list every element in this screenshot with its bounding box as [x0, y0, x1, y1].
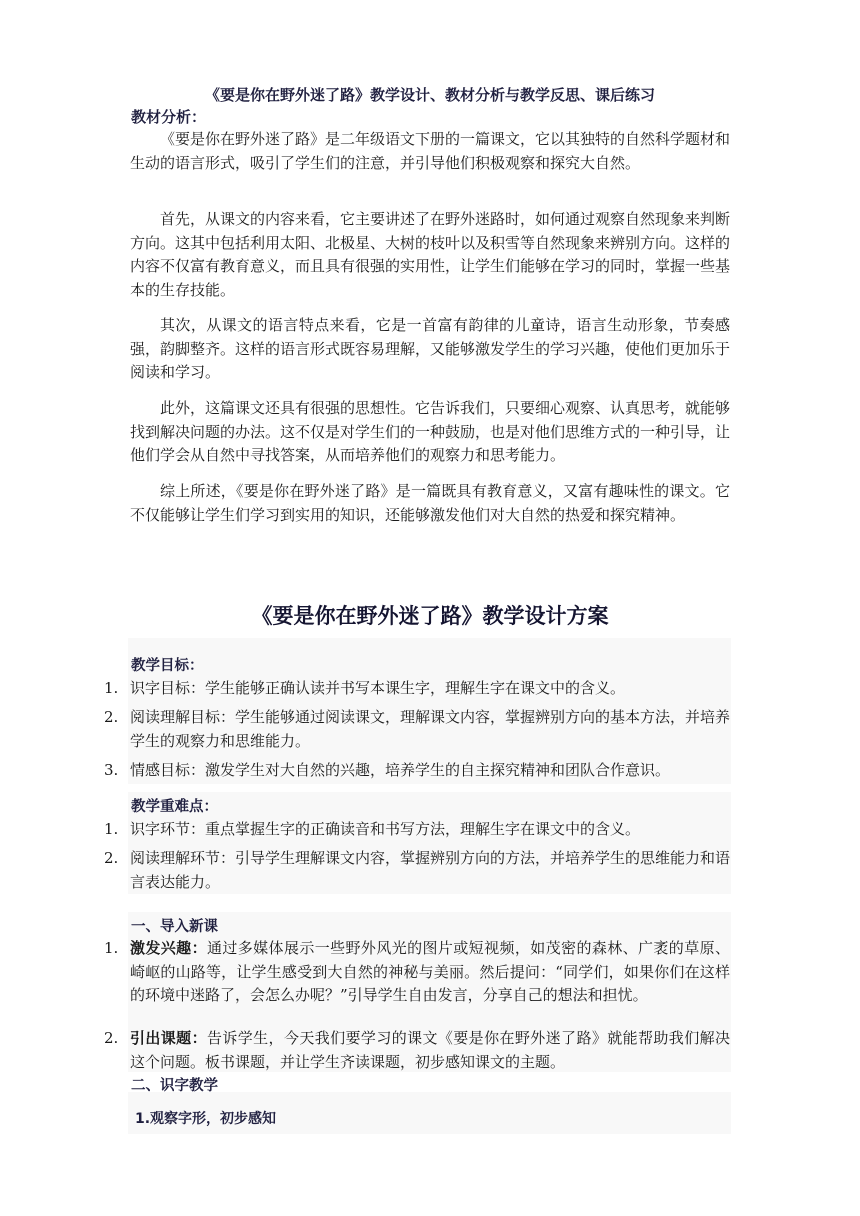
literacy-heading: 二、识字教学 [131, 1077, 218, 1094]
analysis-paragraph: 《要是你在野外迷了路》是二年级语文下册的一篇课文，它以其独特的自然科学题材和生动的语言形式，吸引了学生们的注意，并引导他们积极观察和探究大自然。 [130, 130, 731, 172]
analysis-paragraph: 此外，这篇课文还具有很强的思想性。它告诉我们，只要细心观察、认真思考，就能够找到解决问题的办法。这不仅是对学生们的一种鼓励，也是对他们思维方式的一种引导，让他们学会从自然中寻找答案，从而培养他们的观察力和思考能力。 [130, 399, 731, 464]
key-points-heading: 教学重难点： [131, 798, 218, 815]
analysis-paragraph: 综上所述，《要是你在野外迷了路》是一篇既具有教育意义，又富有趣味性的课文。它不仅能够让学生们学习到实用的知识，还能够激发他们对大自然的热爱和探究精神。 [130, 482, 730, 524]
list-item: 阅读理解环节：引导学生理解课文内容，掌握辨别方向的方法，并培养学生的思维能力和语言表达能力。 [130, 849, 731, 891]
analysis-paragraph: 其次，从课文的语言特点来看，它是一首富有韵律的儿童诗，语言生动形象，节奏感强，韵脚整齐。这样的语言形式既容易理解，又能够激发学生的学习兴趣，使他们更加乐于阅读和学习。 [130, 316, 731, 381]
list-item: 阅读理解目标：学生能够通过阅读课文，理解课文内容，掌握辨别方向的基本方法，并培养学生的观察力和思维能力。 [130, 708, 731, 750]
list-number: 1. [104, 820, 119, 838]
analysis-paragraph: 首先，从课文的内容来看，它主要讲述了在野外迷路时，如何通过观察自然现象来判断方向。这其中包括利用太阳、北极星、大树的枝叶以及积雪等自然现象来辨别方向。这样的内容不仅富有教育意义，而且具有很强的实用性，让学生们能够在学习的同时，掌握一些基本的生存技能。 [130, 210, 731, 299]
list-number: 1. [104, 679, 119, 697]
list-item: 识字目标：学生能够正确认读并书写本课生字，理解生字在课文中的含义。 [130, 679, 626, 697]
list-item [130, 937, 730, 1008]
list-item: 识字环节：重点掌握生字的正确读音和书写方法，理解生字在课文中的含义。 [130, 820, 641, 838]
list-number: 2. [104, 708, 119, 726]
list-number: 2. [104, 849, 119, 867]
list-item-label: 引出课题： [130, 1029, 207, 1047]
analysis-heading: 教材分析： [131, 108, 207, 126]
design-title: 《要是你在野外迷了路》教学设计方案 [251, 603, 609, 628]
intro-heading: 一、导入新课 [131, 918, 218, 935]
document-title: 《要是你在野外迷了路》教学设计、教材分析与教学反思、课后练习 [204, 86, 655, 104]
list-item [130, 1027, 730, 1074]
list-item-body: 告诉学生，今天我们要学习的课文《要是你在野外迷了路》就能帮助我们解决这个问题。板书课题，并让学生齐读课题，初步感知课文的主题。 [130, 1029, 730, 1071]
list-item: 情感目标：激发学生对大自然的兴趣，培养学生的自主探究精神和团队合作意识。 [130, 761, 671, 779]
literacy-subheading: 1.观察字形，初步感知 [135, 1111, 277, 1127]
list-item-body: 通过多媒体展示一些野外风光的图片或短视频，如茂密的森林、广袤的草原、崎岖的山路等，让学生感受到大自然的神秘与美丽。然后提问：“同学们，如果你们在这样的环境中迷路了，会怎么办呢？”引导学生自由发言，分享自己的想法和担忧。 [130, 939, 730, 1004]
list-item-label: 激发兴趣： [130, 939, 207, 957]
list-number: 2. [104, 1029, 119, 1047]
list-number: 1. [104, 939, 119, 957]
goals-heading: 教学目标： [131, 657, 204, 674]
list-number: 3. [104, 761, 119, 779]
